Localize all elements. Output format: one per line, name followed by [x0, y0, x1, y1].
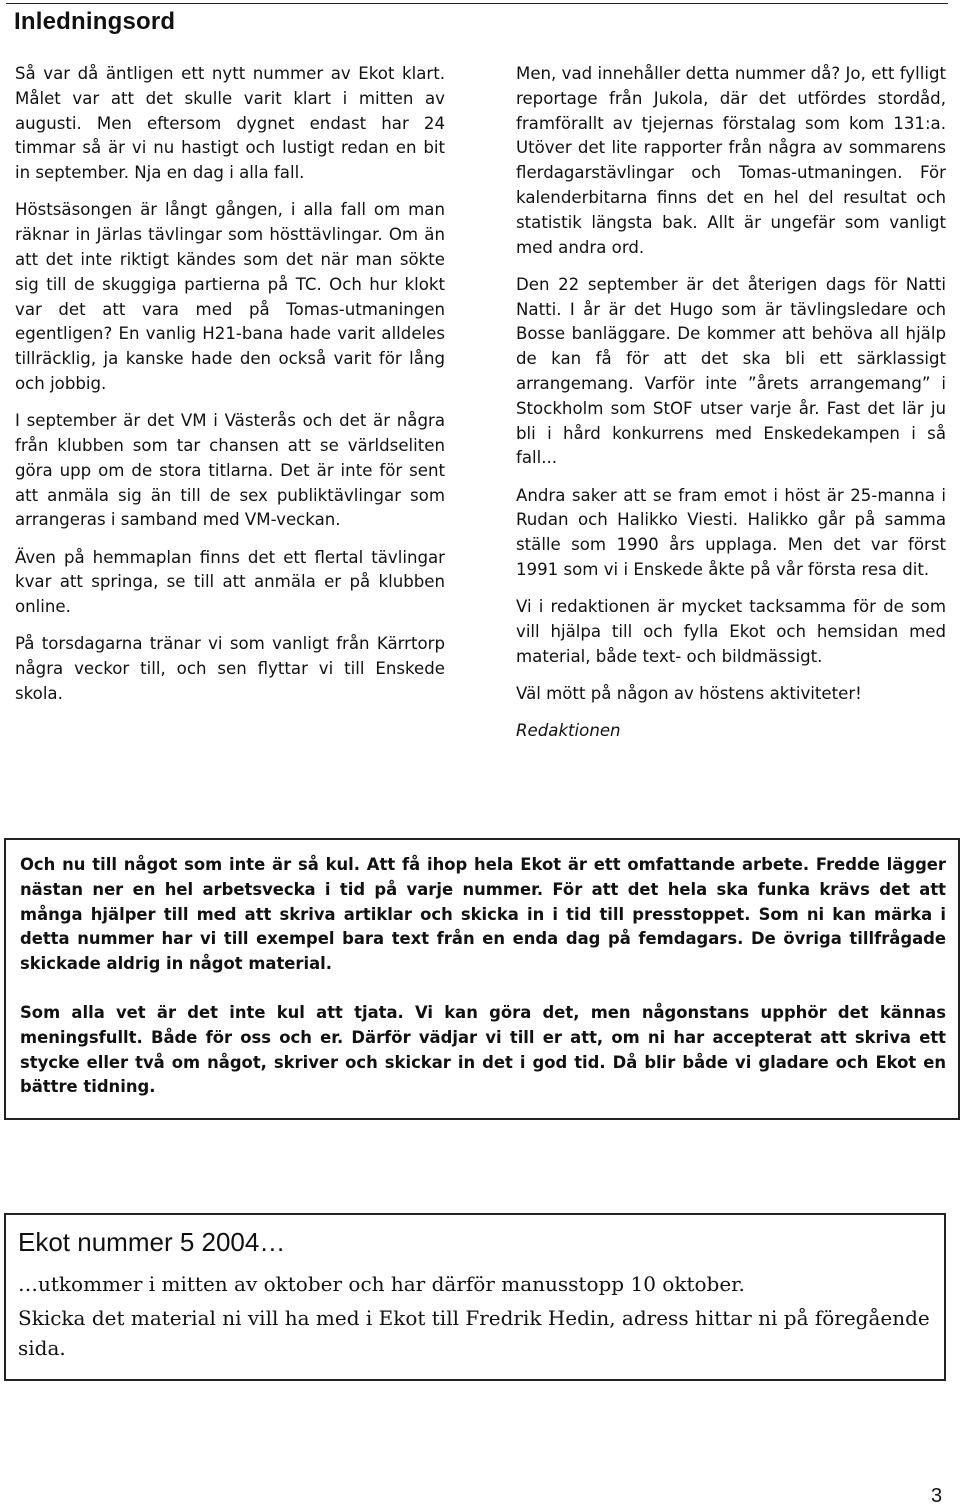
left-paragraph-1: Så var då äntligen ett nytt nummer av Ekot klart. Målet var att det skulle varit klart i mitten av augusti. Men eftersom dygnet endast har 24 timmar så är vi nu hastigt och lustigt redan en bit in september. Nja en dag i alla fall. — [15, 64, 445, 183]
next-issue-contact: Skicka det material ni vill ha med i Ekot till Fredrik Hedin, adress hittar ni på föregående sida. — [18, 1306, 930, 1360]
right-paragraph-4: Vi i redaktionen är mycket tacksamma för de som vill hjälpa till och fylla Ekot och hemsidan med material, både text- och bildmässigt. — [516, 597, 946, 666]
notice-paragraph-1: Och nu till något som inte är så kul. Att få ihop hela Ekot är ett omfattande arbete. Fredde lägger nästan ner en hel arbetsvecka i tid på varje nummer. För att det hela ska funka krävs det att många hjälper till med att skriva artiklar och skicka in i tid till presstoppet. Som ni kan märka i detta nummer har vi till exempel bara text från en enda dag på femdagars. De övriga tillfrågade skickade aldrig in något material. — [20, 855, 946, 974]
page-heading: Inledningsord — [14, 8, 176, 35]
notice-box — [4, 838, 960, 1120]
left-paragraph-3: I september är det VM i Västerås och det är några från klubben som tar chansen att se världseliten göra upp om de stora titlarna. Det är inte för sent att anmäla sig än till de sex publiktävlingar som arrangeras i samband med VM-veckan. — [15, 411, 445, 530]
right-paragraph-3: Andra saker att se fram emot i höst är 25-manna i Rudan och Halikko Viesti. Halikko går på samma ställe som 1990 års upplaga. Men det var först 1991 som vi i Enskede åkte på vår första resa dit. — [516, 485, 946, 579]
notice-paragraph-2: Som alla vet är det inte kul att tjata. Vi kan göra det, men någonstans upphör det kännas meningsfullt. Både för oss och er. Därför vädjar vi till er att, om ni har accepterat att skriva ett stycke eller två om något, skriver och skickar in det i god tid. Då blir både vi gladare och Ekot en bättre tidning. — [20, 1002, 946, 1097]
right-paragraph-2: Den 22 september är det återigen dags för Natti Natti. I år är det Hugo som är tävlingsledare och Bosse banläggare. De kommer att behöva all hjälp de kan få för att det ska bli ett särklassigt arrangemang. Varför inte ”årets arrangemang” i Stockholm som StOF utser varje år. Fast det lär ju bli i hård konkurrens med Enskedekampen i så fall... — [516, 274, 946, 468]
next-issue-deadline: …utkommer i mitten av oktober och har därför manusstopp 10 oktober. — [18, 1272, 745, 1296]
right-paragraph-5: Väl mött på någon av höstens aktiviteter! — [516, 683, 862, 703]
left-paragraph-4: Även på hemmaplan finns det ett flertal tävlingar kvar att springa, se till att anmäla er på klubben online. — [15, 547, 445, 617]
next-issue-box — [4, 1213, 946, 1381]
next-issue-title: Ekot nummer 5 2004… — [18, 1227, 286, 1257]
right-paragraph-1: Men, vad innehåller detta nummer då? Jo, ett fylligt reportage från Jukola, där det utfördes stordåd, framförallt av tjejernas förstalag som kom 131:a. Utöver det lite rapporter från några av sommarens flerdagarstävlingar och Tomas-utmaningen. För kalenderbitarna finns det en hel del resultat och statistik längsta bak. Allt är ungefär som vanligt med andra ord. — [516, 64, 946, 257]
left-column — [15, 62, 445, 719]
right-column — [516, 62, 946, 756]
left-paragraph-2: Höstsäsongen är långt gången, i alla fall om man räknar in Järlas tävlingar som hösttävlingar. Om än att det inte riktigt kändes som det när man sökte sig till de skuggiga partierna på TC. Och hur klokt var det att vara med på Tomas-utmaningen egentligen? En vanlig H21-bana hade varit alldeles tillräcklig, ja kanske hade den också varit för lång och jobbig. — [15, 200, 445, 393]
left-paragraph-5: På torsdagarna tränar vi som vanligt från Kärrtorp några veckor till, och sen flyttar vi till Enskede skola. — [15, 634, 445, 703]
top-rule — [6, 3, 948, 4]
signature: Redaktionen — [516, 721, 621, 741]
page-number: 3 — [931, 1485, 943, 1507]
